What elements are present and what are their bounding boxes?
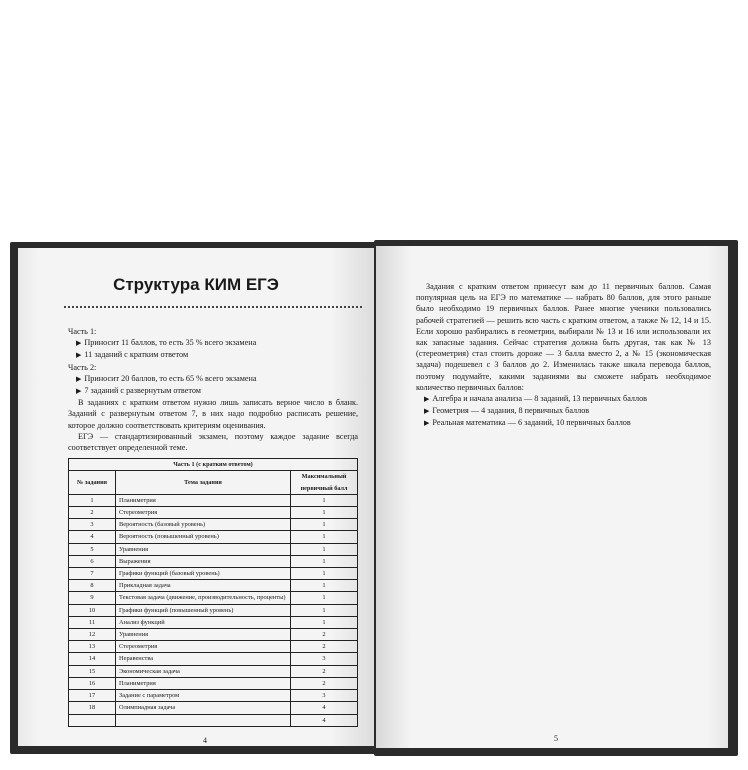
table-cell-topic: [116, 714, 291, 726]
right-page-content: [416, 281, 711, 430]
table-caption: Часть 1 (с кратким ответом): [69, 459, 358, 471]
part1-item: ▶ Приносит 11 баллов, то есть 35 % всего экзамена: [76, 338, 257, 348]
table-header-points: Максимальный первичный балл: [291, 471, 358, 494]
table-cell-pts: 4: [291, 714, 358, 726]
table-row: [69, 616, 358, 628]
table-cell-num: 10: [69, 604, 116, 616]
table-header-topic: Тема задания: [116, 471, 291, 494]
table-cell-topic: Вероятность (повышенный уровень): [116, 531, 291, 543]
table-cell-pts: 1: [291, 568, 358, 580]
table-cell-topic: Выражения: [116, 555, 291, 567]
table-row: [69, 702, 358, 714]
table-row: [69, 690, 358, 702]
paragraph-standardized: ЕГЭ — стандартизированный экзамен, поэтому каждое задание всегда соответствует определенной теме.: [68, 431, 358, 453]
table-cell-num: 18: [69, 702, 116, 714]
table-header-number: № задания: [69, 471, 116, 494]
subject-item: ▶ Реальная математика — 6 заданий, 10 первичных баллов: [424, 418, 631, 428]
open-book: [6, 238, 742, 758]
table-cell-num: 3: [69, 519, 116, 531]
table-cell-topic: Графики функций (базовый уровень): [116, 568, 291, 580]
table-row: [69, 604, 358, 616]
table-cell-pts: 2: [291, 641, 358, 653]
table-cell-num: 2: [69, 507, 116, 519]
part1-item: ▶ 11 заданий с кратким ответом: [76, 350, 189, 360]
table-row: [69, 580, 358, 592]
table-cell-num: 14: [69, 653, 116, 665]
table-row: [69, 641, 358, 653]
table-cell-pts: 1: [291, 543, 358, 555]
paragraph-short-answers: В заданиях с кратким ответом нужно лишь записать верное число в бланк. Заданий с развернутым ответом 7, в них надо подробно расписать решение, которое должно соответствовать критериям оценивания.: [68, 398, 358, 430]
left-page: [18, 248, 374, 746]
part2-item: ▶ Приносит 20 баллов, то есть 65 % всего экзамена: [76, 373, 257, 383]
table-cell-num: 9: [69, 592, 116, 604]
table-cell-pts: 1: [291, 555, 358, 567]
table-cell-pts: 1: [291, 507, 358, 519]
table-cell-pts: 1: [291, 604, 358, 616]
triangle-bullet-icon: ▶: [424, 419, 430, 428]
table-cell-topic: Уравнения: [116, 543, 291, 555]
table-row: [69, 519, 358, 531]
right-page: [376, 246, 728, 748]
dotted-divider: [64, 306, 362, 308]
table-cell-pts: 2: [291, 665, 358, 677]
table-cell-num: 7: [69, 568, 116, 580]
table-cell-num: 15: [69, 665, 116, 677]
table-cell-topic: Уравнения: [116, 629, 291, 641]
table-cell-pts: 1: [291, 616, 358, 628]
table-cell-topic: Вероятность (базовый уровень): [116, 519, 291, 531]
table-cell-num: 11: [69, 616, 116, 628]
table-cell-topic: Текстовая задача (движение, производительность, проценты): [116, 592, 291, 604]
table-row: [69, 665, 358, 677]
table-cell-topic: Задание с параметром: [116, 690, 291, 702]
table-row: [69, 507, 358, 519]
triangle-bullet-icon: ▶: [76, 351, 82, 360]
table-cell-pts: 3: [291, 653, 358, 665]
table-cell-pts: 2: [291, 629, 358, 641]
table-cell-pts: 1: [291, 494, 358, 506]
table-row: [69, 714, 358, 726]
page-number-right: 5: [554, 734, 558, 743]
subject-item: ▶ Геометрия — 4 задания, 8 первичных баллов: [424, 406, 590, 416]
table-cell-pts: 1: [291, 592, 358, 604]
table-cell-num: 6: [69, 555, 116, 567]
table-cell-num: 8: [69, 580, 116, 592]
table-cell-pts: 3: [291, 690, 358, 702]
table-row: [69, 494, 358, 506]
table-cell-topic: Экономическая задача: [116, 665, 291, 677]
triangle-bullet-icon: ▶: [424, 407, 430, 416]
table-cell-pts: 4: [291, 702, 358, 714]
table-cell-num: 1: [69, 494, 116, 506]
tasks-table: [68, 458, 358, 726]
table-cell-topic: Графики функций (повышенный уровень): [116, 604, 291, 616]
paragraph-strategy: Задания с кратким ответом принесут вам до 11 первичных баллов. Самая популярная цель на ЕГЭ по математике — набрать 80 баллов, для этого раньше было необходимо 19 первичных баллов. Ранее многие ученики пользовались рабочей стратегией — решить всю часть с кратким ответом, а также № 12, 14 и 15. Если хорошо разбирались в геометрии, выбирали № 13 и 16 или использовали их как запасные задания. Сейчас стратегия должна быть другая, так как № 13 (стереометрия) стал стоить дороже — 3 балла вместо 2, а № 15 (экономическая задача) подешевел с 3 баллов до 2. Изменилась также шкала перевода баллов, поэтому подумайте, какими заданиями вы сможете набрать необходимое количество первичных баллов:: [416, 282, 711, 392]
table-row: [69, 568, 358, 580]
table-cell-topic: Стереометрия: [116, 641, 291, 653]
table-cell-num: 17: [69, 690, 116, 702]
table-row: [69, 543, 358, 555]
table-cell-topic: Стереометрия: [116, 507, 291, 519]
table-cell-topic: Неравенства: [116, 653, 291, 665]
table-cell-num: 16: [69, 677, 116, 689]
table-row: [69, 677, 358, 689]
triangle-bullet-icon: ▶: [76, 387, 82, 396]
part2-label: Часть 2:: [68, 362, 97, 372]
triangle-bullet-icon: ▶: [76, 339, 82, 348]
table-cell-pts: 1: [291, 580, 358, 592]
table-row: [69, 531, 358, 543]
part1-label: Часть 1:: [68, 327, 97, 336]
table-row: [69, 653, 358, 665]
table-row: [69, 555, 358, 567]
subject-item: ▶ Алгебра и начала анализа — 8 заданий, 13 первичных баллов: [424, 394, 648, 404]
table-cell-num: [69, 714, 116, 726]
table-cell-pts: 2: [291, 677, 358, 689]
table-cell-topic: Олимпиадная задача: [116, 702, 291, 714]
table-row: [69, 592, 358, 604]
part2-item: ▶ 7 заданий с развернутым ответом: [76, 386, 201, 396]
table-cell-pts: 1: [291, 531, 358, 543]
triangle-bullet-icon: ▶: [424, 395, 430, 404]
table-cell-topic: Прикладная задача: [116, 580, 291, 592]
table-cell-num: 13: [69, 641, 116, 653]
page-number-left: 4: [203, 736, 207, 745]
table-cell-num: 4: [69, 531, 116, 543]
table-cell-num: 12: [69, 629, 116, 641]
table-cell-topic: Анализ функций: [116, 616, 291, 628]
table-row: [69, 629, 358, 641]
triangle-bullet-icon: ▶: [76, 374, 82, 383]
table-cell-topic: Планиметрия: [116, 677, 291, 689]
left-page-content: [68, 326, 358, 727]
table-cell-pts: 1: [291, 519, 358, 531]
table-cell-topic: Планиметрия: [116, 494, 291, 506]
table-cell-num: 5: [69, 543, 116, 555]
page-title: Структура КИМ ЕГЭ: [113, 275, 279, 294]
